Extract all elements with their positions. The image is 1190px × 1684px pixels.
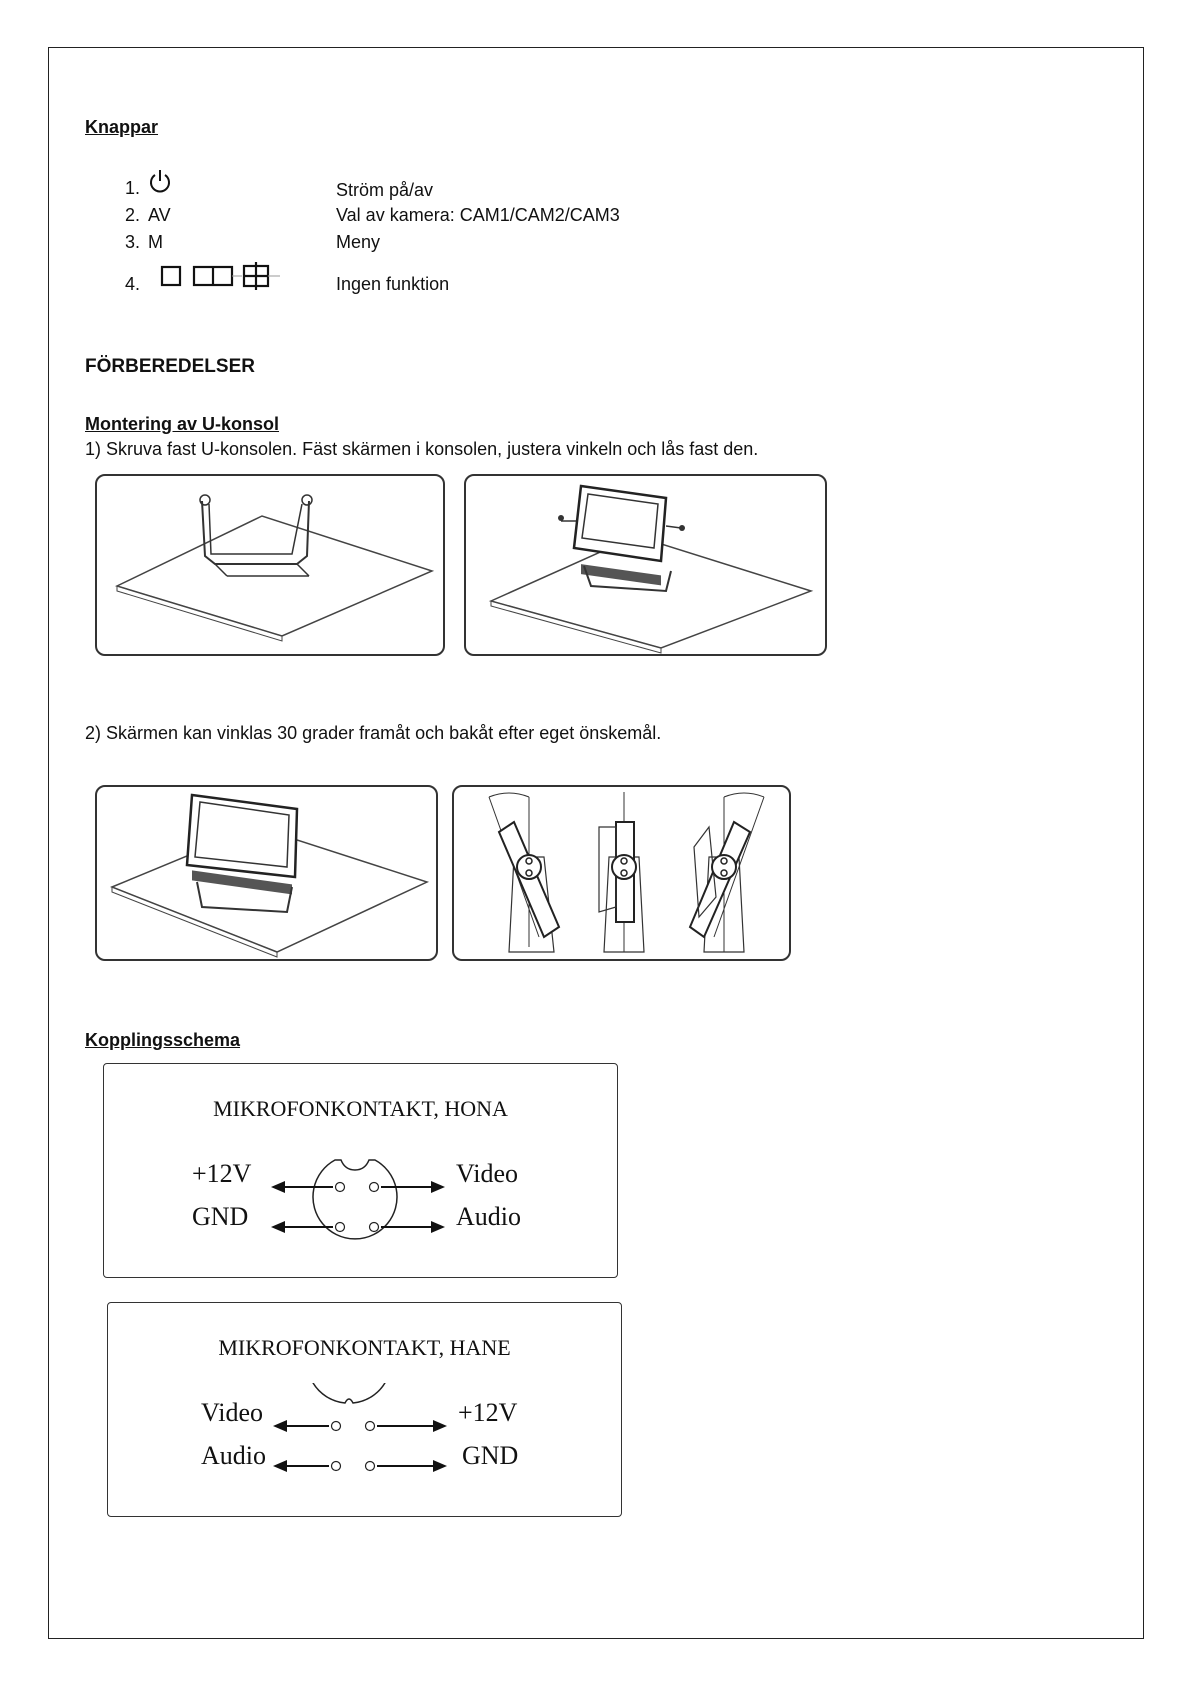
monitor-mounted-illustration bbox=[464, 474, 827, 656]
monitor-angle-illustration bbox=[95, 785, 438, 961]
pin-label: Audio bbox=[201, 1441, 266, 1470]
connector-pin-icon bbox=[269, 1144, 459, 1254]
connector-pin-icon bbox=[273, 1383, 463, 1493]
tilt-range-illustration bbox=[452, 785, 791, 961]
button-list-item bbox=[110, 232, 710, 256]
quad-view-icon bbox=[244, 262, 268, 290]
item-number: 1. bbox=[124, 178, 140, 198]
female-connector-title: MIKROFONKONTAKT, HONA bbox=[213, 1096, 508, 1121]
item-description: Ingen funktion bbox=[336, 274, 450, 294]
single-view-icon bbox=[162, 267, 180, 285]
pin-label: Audio bbox=[456, 1202, 521, 1231]
item-number: 3. bbox=[124, 232, 140, 252]
pin-label: GND bbox=[192, 1202, 249, 1231]
split-view-icon bbox=[194, 267, 232, 285]
pin-label: +12V bbox=[458, 1398, 518, 1427]
mounting-heading: Montering av U-konsol bbox=[85, 414, 280, 434]
item-number: 4. bbox=[124, 274, 140, 294]
pin-label: Video bbox=[201, 1398, 263, 1427]
male-connector-title: MIKROFONKONTAKT, HANE bbox=[218, 1335, 511, 1360]
preparations-heading: FÖRBEREDELSER bbox=[85, 356, 255, 377]
knappar-heading: Knappar bbox=[85, 117, 159, 137]
pin-label: GND bbox=[462, 1441, 519, 1470]
female-connector-diagram bbox=[103, 1063, 618, 1278]
item-description: Ström på/av bbox=[336, 180, 434, 200]
bracket-illustration bbox=[95, 474, 445, 656]
item-description: Val av kamera: CAM1/CAM2/CAM3 bbox=[336, 205, 620, 225]
button-list-item bbox=[110, 178, 710, 202]
item-key: AV bbox=[148, 205, 171, 225]
mounting-step-2: 2) Skärmen kan vinklas 30 grader framåt och bakåt efter eget önskemål. bbox=[85, 723, 662, 743]
item-number: 2. bbox=[124, 205, 140, 225]
view-mode-icons bbox=[160, 262, 300, 297]
button-list-item bbox=[110, 270, 710, 300]
power-icon bbox=[148, 168, 172, 199]
mounting-step-1: 1) Skruva fast U-konsolen. Fäst skärmen i konsolen, justera vinkeln och lås fast den. bbox=[85, 439, 759, 459]
item-description: Meny bbox=[336, 232, 381, 252]
button-list-item bbox=[110, 205, 710, 229]
item-key: M bbox=[148, 232, 163, 252]
wiring-heading: Kopplingsschema bbox=[85, 1030, 241, 1050]
male-connector-diagram bbox=[107, 1302, 622, 1517]
pin-label: Video bbox=[456, 1159, 518, 1188]
pin-label: +12V bbox=[192, 1159, 252, 1188]
